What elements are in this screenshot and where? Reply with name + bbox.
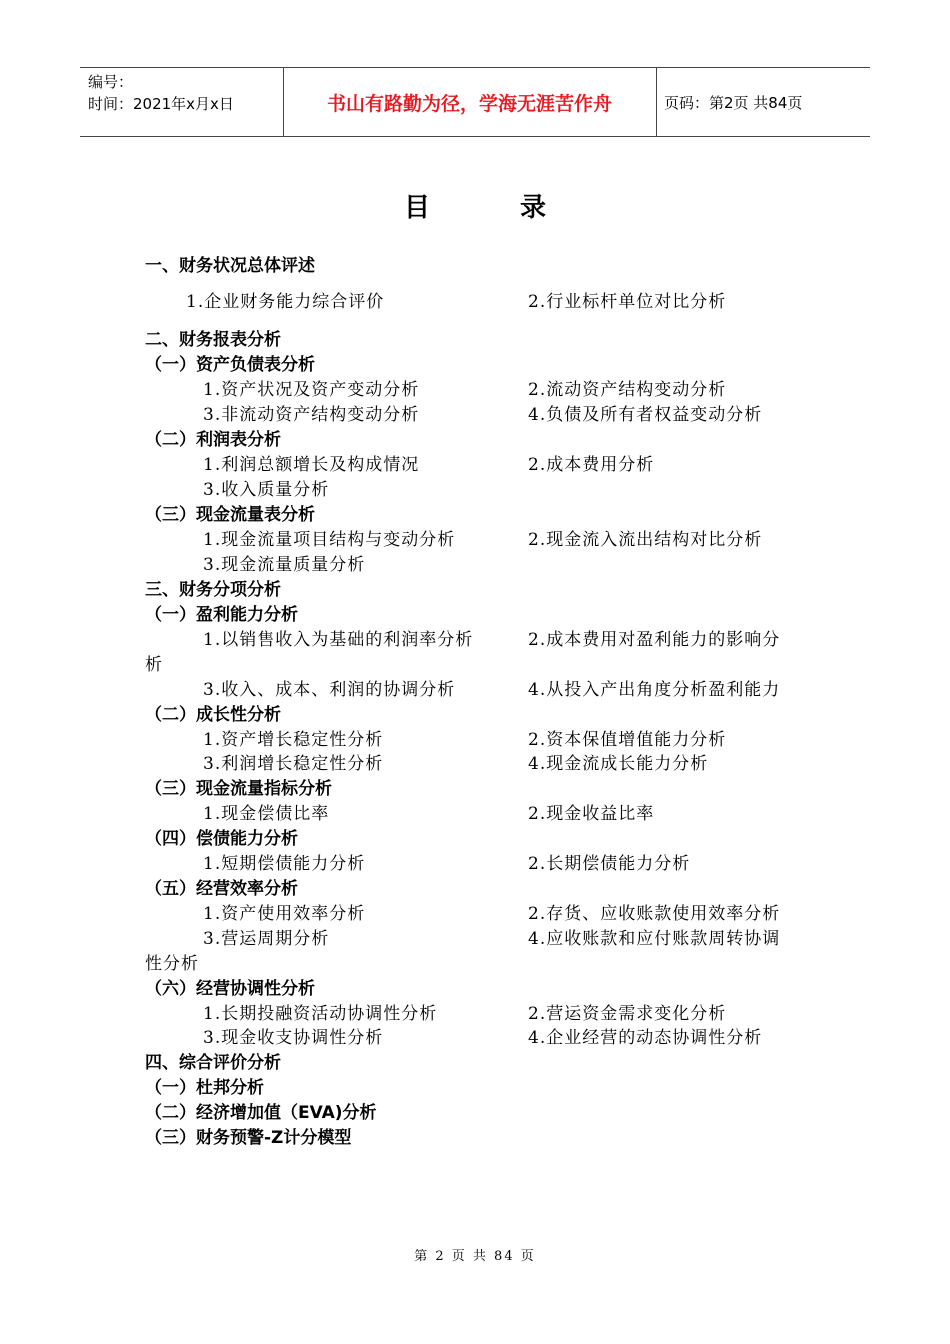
toc-subsection: （二）成长性分析 (145, 705, 281, 725)
toc-item: 3.非流动资产结构变动分析 (203, 405, 420, 425)
toc-item: 1.短期偿债能力分析 (203, 854, 366, 874)
toc-subsection: （三）现金流量指标分析 (145, 779, 332, 799)
toc-item: 2.营运资金需求变化分析 (528, 1004, 727, 1024)
toc-item: 2.存货、应收账款使用效率分析 (528, 904, 781, 924)
toc-item: 3.营运周期分析 (203, 929, 330, 949)
toc-item: 2.成本费用对盈利能力的影响分 (528, 630, 781, 650)
toc-item: 4.应收账款和应付账款周转协调 (528, 929, 781, 949)
toc-subsection: （一）盈利能力分析 (145, 605, 298, 625)
toc-item: 2.行业标杆单位对比分析 (528, 292, 727, 312)
toc-section: 四、综合评价分析 (145, 1053, 281, 1073)
toc-item: 2.流动资产结构变动分析 (528, 380, 727, 400)
toc-item: 2.现金收益比率 (528, 804, 655, 824)
toc-subsection: （一）杜邦分析 (145, 1078, 264, 1098)
toc-section: 一、财务状况总体评述 (145, 256, 315, 276)
toc-item: 1.现金流量项目结构与变动分析 (203, 530, 456, 550)
toc-item: 3.利润增长稳定性分析 (203, 754, 384, 774)
toc-item: 1.企业财务能力综合评价 (186, 292, 385, 312)
toc-section: 三、财务分项分析 (145, 580, 281, 600)
toc-item: 2.资本保值增值能力分析 (528, 730, 727, 750)
toc-item: 2.成本费用分析 (528, 455, 655, 475)
toc-item: 3.收入质量分析 (203, 480, 330, 500)
toc-item: 1.现金偿债比率 (203, 804, 330, 824)
toc-item: 1.长期投融资活动协调性分析 (203, 1004, 438, 1024)
toc-item: 4.企业经营的动态协调性分析 (528, 1028, 763, 1048)
toc-subsection: （一）资产负债表分析 (145, 355, 315, 375)
toc-subsection: （五）经营效率分析 (145, 879, 298, 899)
toc-subsection: （三）财务预警-Z计分模型 (145, 1128, 352, 1148)
toc-subsection: （三）现金流量表分析 (145, 505, 315, 525)
document-number: 编号： (88, 73, 134, 91)
toc-item: 3.现金收支协调性分析 (203, 1028, 384, 1048)
toc-subsection: （六）经营协调性分析 (145, 979, 315, 999)
document-date: 时间：2021年x月x日 (88, 95, 234, 113)
toc-item: 1.以销售收入为基础的利润率分析 (203, 630, 474, 650)
toc-subsection: （二）利润表分析 (145, 430, 281, 450)
toc-subsection: （二）经济增加值（EVA)分析 (145, 1103, 377, 1123)
toc-section: 二、财务报表分析 (145, 330, 281, 350)
toc-item: 3.现金流量质量分析 (203, 555, 366, 575)
toc-item: 2.长期偿债能力分析 (528, 854, 691, 874)
toc-item: 1.利润总额增长及构成情况 (203, 455, 420, 475)
toc-subsection: （四）偿债能力分析 (145, 829, 298, 849)
toc-item: 4.从投入产出角度分析盈利能力 (528, 680, 781, 700)
toc-item: 3.收入、成本、利润的协调分析 (203, 680, 456, 700)
toc-item: 1.资产使用效率分析 (203, 904, 366, 924)
toc-item: 2.现金流入流出结构对比分析 (528, 530, 763, 550)
toc-item-continuation: 析 (145, 655, 163, 675)
toc-item: 1.资产增长稳定性分析 (203, 730, 384, 750)
header-motto: 书山有路勤为径，学海无涯苦作舟 (326, 92, 612, 115)
toc-item: 4.负债及所有者权益变动分析 (528, 405, 763, 425)
header-page-number: 页码：第2页 共84页 (664, 93, 803, 112)
toc-item: 4.现金流成长能力分析 (528, 754, 709, 774)
page-footer: 第 2 页 共 84 页 (414, 1249, 536, 1264)
toc-item-continuation: 性分析 (145, 954, 199, 974)
toc-item: 1.资产状况及资产变动分析 (203, 380, 420, 400)
toc-title: 目录 (403, 193, 636, 223)
